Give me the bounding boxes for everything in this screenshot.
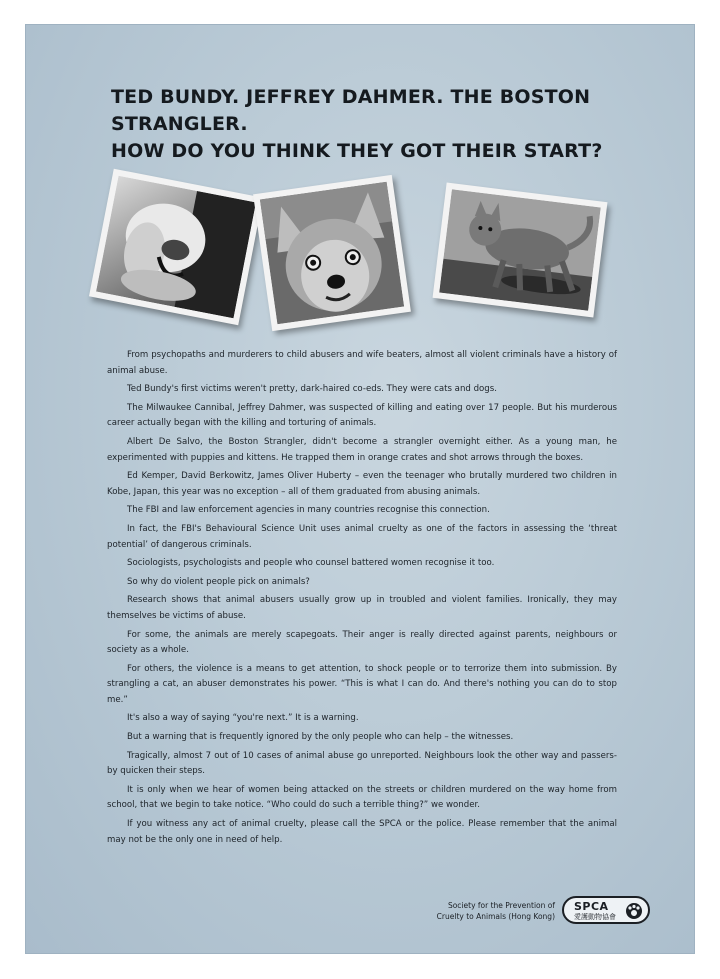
headline-line-1: TED BUNDY. JEFFREY DAHMER. THE BOSTON STRANGLER.	[111, 86, 591, 135]
paragraph: It's also a way of saying “you're next.” It is a warning.	[127, 713, 359, 724]
paragraph: If you witness any act of animal cruelty, please call the SPCA or the police. Please remember that the animal may not be the only one in need of help.	[107, 819, 617, 845]
puppy-photo	[89, 169, 263, 326]
paragraph: The Milwaukee Cannibal, Jeffrey Dahmer, was suspected of killing and eating over 17 people. But his murderous career actually began with the killing and torturing of animals.	[107, 402, 617, 429]
cat-photo	[433, 183, 608, 318]
headline	[111, 84, 671, 165]
paragraph: Albert De Salvo, the Boston Strangler, didn't become a strangler overnight either. As a young man, he experimented with puppies and kittens. He trapped them in orange crates and shot arrows through the boxes.	[107, 436, 617, 463]
organization-name	[395, 900, 555, 922]
terrier-dog-photo	[253, 175, 411, 331]
paragraph: In fact, the FBI's Behavioural Science Unit uses animal cruelty as one of the factors in assessing the ‘threat potential’ of dangerous criminals.	[107, 523, 617, 550]
logo-chinese-text: 愛護動物協會	[574, 913, 616, 921]
paragraph: But a warning that is frequently ignored by the only people who can help – the witnesses.	[127, 732, 514, 743]
paragraph: Ed Kemper, David Berkowitz, James Oliver Huberty – even the teenager who brutally murdered two children in Kobe, Japan, this year was no exception – all of them graduated from abusing animals.	[107, 471, 617, 497]
organization-name-line-2: Cruelty to Animals (Hong Kong)	[436, 912, 555, 921]
headline-line-2: HOW DO YOU THINK THEY GOT THEIR START?	[111, 140, 603, 162]
paragraph: Tragically, almost 7 out of 10 cases of animal abuse go unreported. Neighbours look the other way and passers-by quicken their steps.	[107, 750, 617, 777]
body-copy	[107, 348, 617, 851]
paragraph: Sociologists, psychologists and people who counsel battered women recognise it too.	[127, 558, 495, 569]
paragraph: For some, the animals are merely scapegoats. Their anger is really directed against parents, neighbours or society as a whole.	[107, 629, 617, 656]
logo-text: SPCA	[574, 900, 609, 913]
ad-page	[25, 24, 695, 954]
paw-emblem-icon	[625, 902, 643, 920]
footer	[385, 894, 675, 930]
paragraph: Research shows that animal abusers usually grow up in troubled and violent families. Ironically, they may themselves be victims of abuse.	[107, 595, 617, 621]
paragraph: Ted Bundy's first victims weren't pretty, dark-haired co-eds. They were cats and dogs.	[127, 384, 497, 395]
paragraph: It is only when we hear of women being attacked on the streets or children murdered on the way home from school, that we begin to take notice. “Who could do such a terrible thing?” we wonder.	[107, 784, 617, 811]
paragraph: From psychopaths and murderers to child abusers and wife beaters, almost all violent criminals have a history of animal abuse.	[107, 350, 617, 376]
paragraph: For others, the violence is a means to get attention, to shock people or to terrorize them into submission. By strangling a cat, an abuser demonstrates his power. “This is what I can do. And there's nothing you can do to stop me.”	[107, 663, 617, 705]
organization-name-line-1: Society for the Prevention of	[447, 901, 555, 910]
paragraph: So why do violent people pick on animals?	[127, 576, 310, 587]
spca-logo	[562, 896, 650, 924]
paragraph: The FBI and law enforcement agencies in many countries recognise this connection.	[127, 505, 490, 516]
